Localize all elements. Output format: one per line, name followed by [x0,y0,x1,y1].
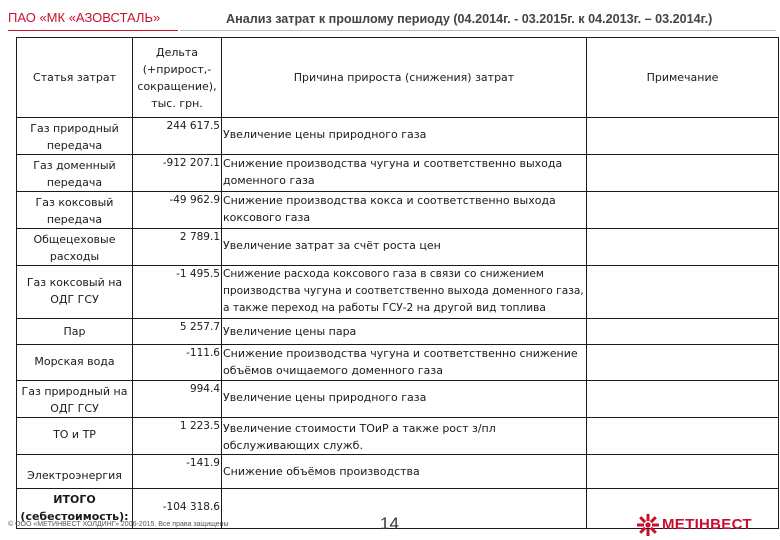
row-delta: 244 617.5 [166,120,220,132]
row-note [587,155,779,192]
table-row [17,229,779,266]
row-note [587,418,779,455]
table-row [17,319,779,345]
row-delta: -111.6 [186,347,220,359]
col-header-delta: Дельта (+прирост,- сокращение), тыс. грн. [133,38,222,118]
row-item: Морская вода [17,345,133,381]
table-row [17,455,779,489]
logo-text: МЕТІНВЕСТ [662,516,752,533]
row-delta: -912 207.1 [162,157,220,169]
page-title: Анализ затрат к прошлому периоду (04.2014г. - 03.2015г. к 04.2013г. – 03.2014г.) [226,12,713,26]
row-reason: Увеличение затрат за счёт роста цен [222,229,587,266]
header-accent-line [8,30,178,31]
row-reason [222,489,587,529]
row-item: Газ коксовый на ОДГ ГСУ [17,266,133,319]
row-item: ТО и ТР [17,418,133,455]
row-reason: Снижение производства чугуна и соответственно выхода доменного газа [222,155,587,192]
row-item: Газ природный передача [17,118,133,155]
col-header-reason: Причина прироста (снижения) затрат [222,38,587,118]
row-delta: -49 962.9 [169,194,220,206]
col-header-item: Статья затрат [17,38,133,118]
header-divider [180,30,776,31]
row-delta: -141.9 [186,457,220,469]
row-delta: -104 318.6 [162,501,220,513]
table-row [17,345,779,381]
table-row [17,266,779,319]
row-delta: 5 257.7 [179,321,220,333]
row-note [587,455,779,489]
row-delta: 2 789.1 [179,231,220,243]
table-row [17,381,779,418]
row-note [587,381,779,418]
company-name: ПАО «МК «АЗОВСТАЛЬ» [8,10,161,25]
row-delta: 1 223.5 [179,420,220,432]
table-row [17,155,779,192]
row-item: Общецеховые расходы [17,229,133,266]
row-reason: Снижение расхода коксового газа в связи со снижением производства чугуна и соответственно выхода доменного газа, а также переход на работы ГСУ-2 на другой вид топлива [222,266,587,319]
row-reason: Снижение производства чугуна и соответственно снижение объёмов очищаемого доменного газа [222,345,587,381]
row-reason: Снижение объёмов производства [222,455,587,489]
row-reason: Увеличение цены природного газа [222,118,587,155]
row-delta: -1 495.5 [176,268,220,280]
page-number: 14 [380,514,399,533]
row-note [587,192,779,229]
row-note [587,118,779,155]
row-note [587,319,779,345]
row-note [587,345,779,381]
row-delta: 994.4 [189,383,220,395]
row-reason: Увеличение цены пара [222,319,587,345]
metinvest-logo [634,513,776,537]
row-item: Газ коксовый передача [17,192,133,229]
row-item: Газ природный на ОДГ ГСУ [17,381,133,418]
row-item: Газ доменный передача [17,155,133,192]
logo-mark-icon [636,513,660,537]
header-row [17,38,779,118]
row-reason: Снижение производства кокса и соответственно выхода коксового газа [222,192,587,229]
row-reason: Увеличение цены природного газа [222,381,587,418]
table-row [17,418,779,455]
copyright-text: © ООО «МЕТИНВЕСТ ХОЛДИНГ» 2006-2015. Все права защищены [8,521,229,528]
row-item: Пар [17,319,133,345]
row-reason: Увеличение стоимости ТОиР а также рост з/пл обслуживающих служб. [222,418,587,455]
row-note [587,266,779,319]
row-note [587,229,779,266]
table-row [17,118,779,155]
col-header-note: Примечание [587,38,779,118]
cost-analysis-table [16,37,779,529]
row-item: Электроэнергия [17,455,133,489]
table-row [17,192,779,229]
row-item: ИТОГО (себестоимость): [17,489,133,529]
